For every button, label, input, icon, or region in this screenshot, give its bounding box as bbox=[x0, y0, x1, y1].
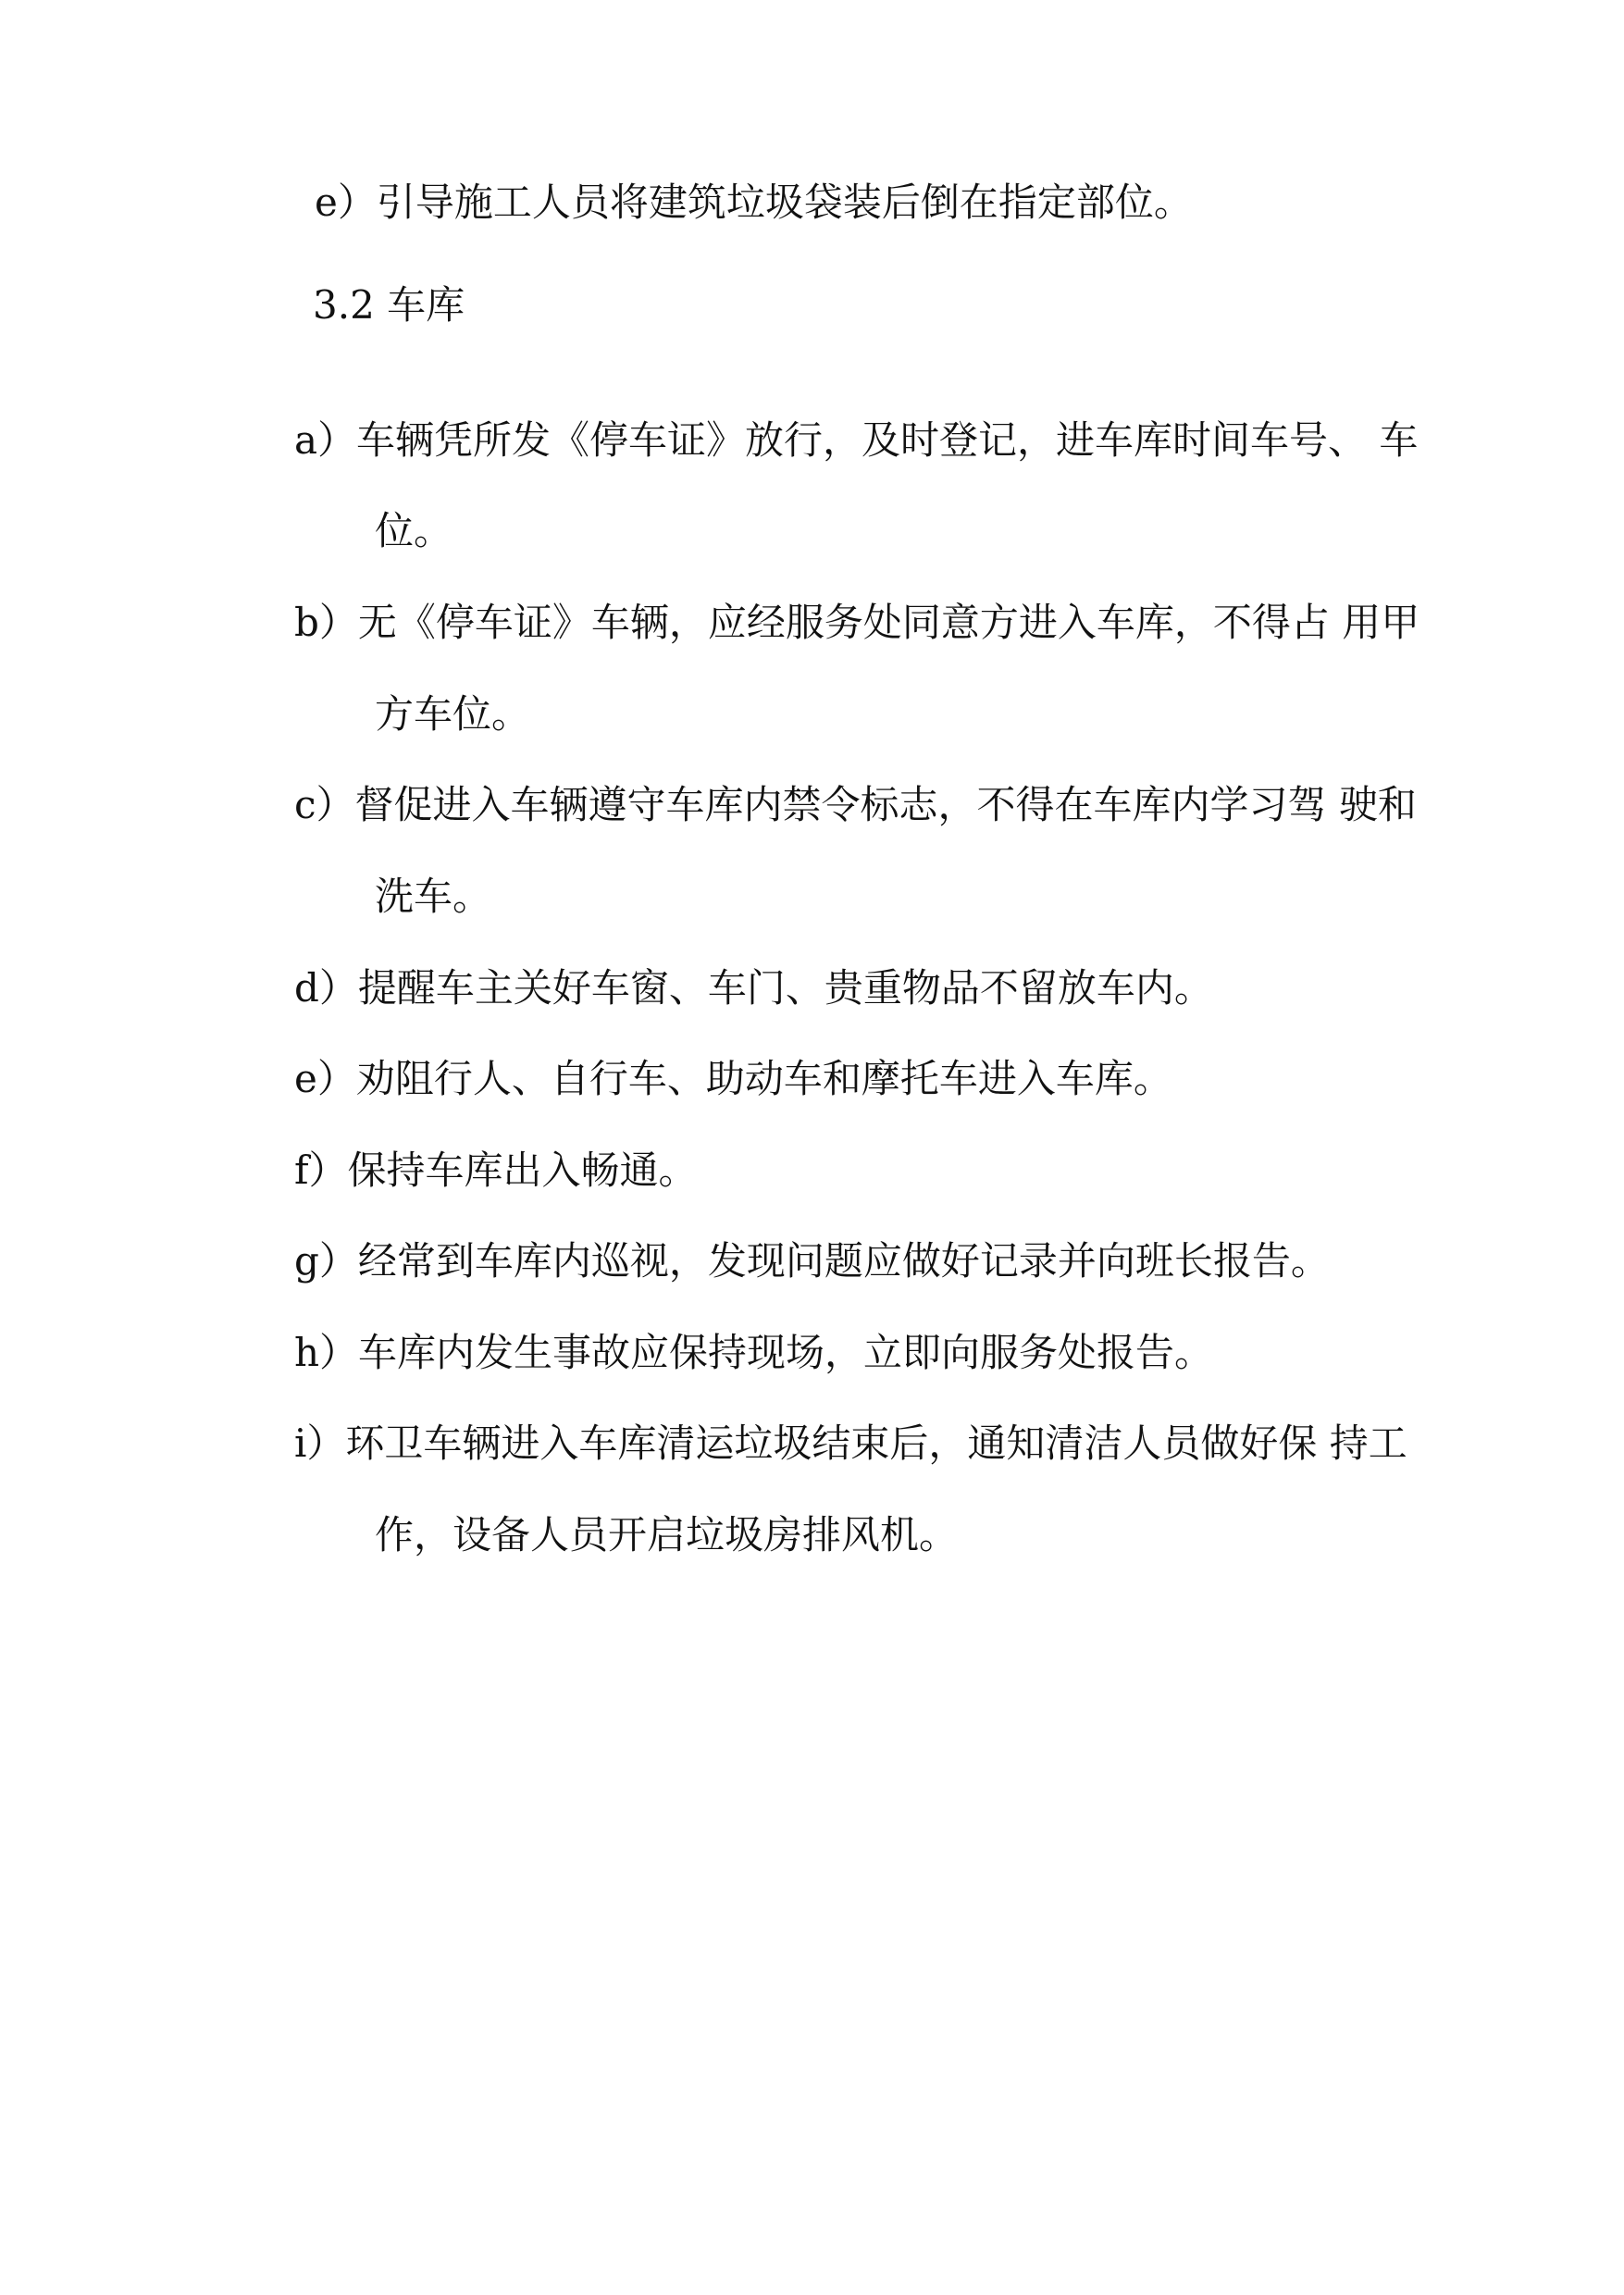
garage-item-e: e）劝阻行人、自行车、助动车和摩托车进入车库。 bbox=[294, 1056, 1172, 1101]
garage-item-i-line1: i）环卫车辆进入车库清运垃圾结束后，通知清洁人员做好保 持工 bbox=[294, 1420, 1407, 1466]
garage-item-d: d）提醒车主关好车窗、车门、贵重物品不留放车内。 bbox=[294, 965, 1213, 1011]
garage-item-a-line2: 位。 bbox=[375, 508, 453, 553]
section-heading-garage: 3.2 车库 bbox=[313, 282, 465, 328]
garage-item-f: f）保持车库出入畅通。 bbox=[294, 1148, 698, 1193]
garage-item-g: g）经常到车库内巡视，发现问题应做好记录并向班长报告。 bbox=[294, 1238, 1330, 1284]
paragraph-item-e-construction-waste: e）引导施工人员将建筑垃圾袋装后倒在指定部位。 bbox=[315, 180, 1193, 225]
garage-item-b-line2: 方车位。 bbox=[375, 691, 531, 737]
garage-item-b-line1: b）无《停车证》车辆，应经服务处同意方进入车库，不得占 用甲 bbox=[294, 600, 1420, 645]
garage-item-i-line2: 作，设备人员开启垃圾房排风机。 bbox=[375, 1512, 959, 1557]
garage-item-c-line2: 洗车。 bbox=[375, 874, 492, 919]
garage-item-a-line1: a）车辆凭所发《停车证》放行，及时登记，进车库时间车号、 车 bbox=[294, 417, 1419, 463]
garage-item-h: h）车库内发生事故应保持现场，立即向服务处报告。 bbox=[294, 1330, 1214, 1375]
garage-item-c-line1: c）督促进入车辆遵守车库内禁令标志，不得在车库内学习驾 驶和 bbox=[294, 782, 1417, 827]
